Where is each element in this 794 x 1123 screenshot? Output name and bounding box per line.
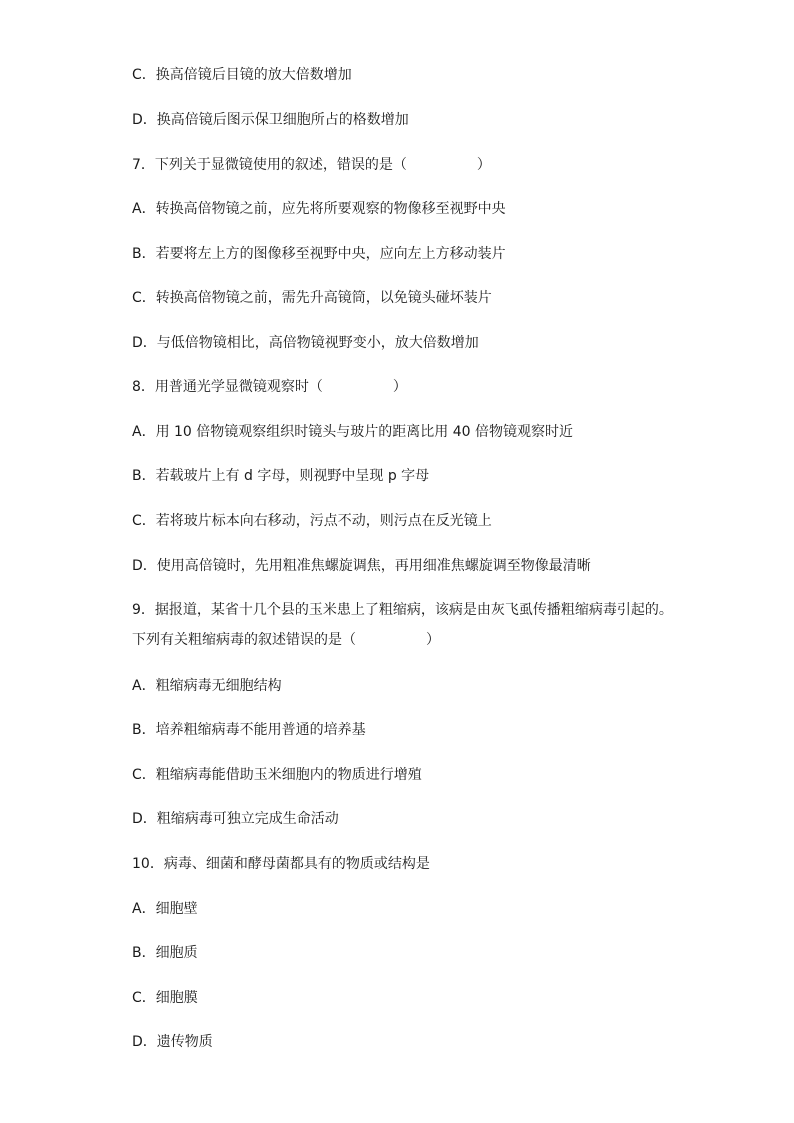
q10-option-b: B．细胞质 [132, 945, 198, 961]
q10-option-a: A．细胞壁 [132, 901, 198, 917]
q10-stem: 10．病毒、细菌和酵母菌都具有的物质或结构是 [132, 856, 430, 872]
q9-option-a: A．粗缩病毒无细胞结构 [132, 678, 282, 694]
q9-option-b: B．培养粗缩病毒不能用普通的培养基 [132, 722, 366, 738]
q10-option-d: D．遗传物质 [132, 1034, 213, 1050]
q9-stem-line-2: 下列有关粗缩病毒的叙述错误的是（ ） [132, 632, 440, 648]
q8-stem: 8．用普通光学显微镜观察时（ ） [132, 379, 407, 395]
q8-option-b: B．若载玻片上有 d 字母，则视野中呈现 p 字母 [132, 468, 430, 484]
q9-option-c: C．粗缩病毒能借助玉米细胞内的物质进行增殖 [132, 767, 422, 783]
q8-option-a: A．用 10 倍物镜观察组织时镜头与玻片的距离比用 40 倍物镜观察时近 [132, 424, 574, 440]
q7-option-a: A．转换高倍物镜之前，应先将所要观察的物像移至视野中央 [132, 201, 506, 217]
q9-stem-line-1: 9．据报道，某省十几个县的玉米患上了粗缩病，该病是由灰飞虱传播粗缩病毒引起的。 [132, 602, 673, 618]
q7-stem: 7．下列关于显微镜使用的叙述，错误的是（ ） [132, 157, 491, 173]
q10-option-c: C．细胞膜 [132, 990, 198, 1006]
q8-option-c: C．若将玻片标本向右移动，污点不动，则污点在反光镜上 [132, 513, 492, 529]
q7-option-d: D．与低倍物镜相比，高倍物镜视野变小，放大倍数增加 [132, 335, 479, 351]
q7-option-b: B．若要将左上方的图像移至视野中央，应向左上方移动装片 [132, 246, 506, 262]
q8-option-d: D．使用高倍镜时，先用粗准焦螺旋调焦，再用细准焦螺旋调至物像最清晰 [132, 558, 591, 574]
q6-option-c: C．换高倍镜后目镜的放大倍数增加 [132, 67, 352, 83]
q6-option-d: D．换高倍镜后图示保卫细胞所占的格数增加 [132, 112, 409, 128]
q9-option-d: D．粗缩病毒可独立完成生命活动 [132, 811, 339, 827]
q7-option-c: C．转换高倍物镜之前，需先升高镜筒，以免镜头碰坏装片 [132, 290, 492, 306]
